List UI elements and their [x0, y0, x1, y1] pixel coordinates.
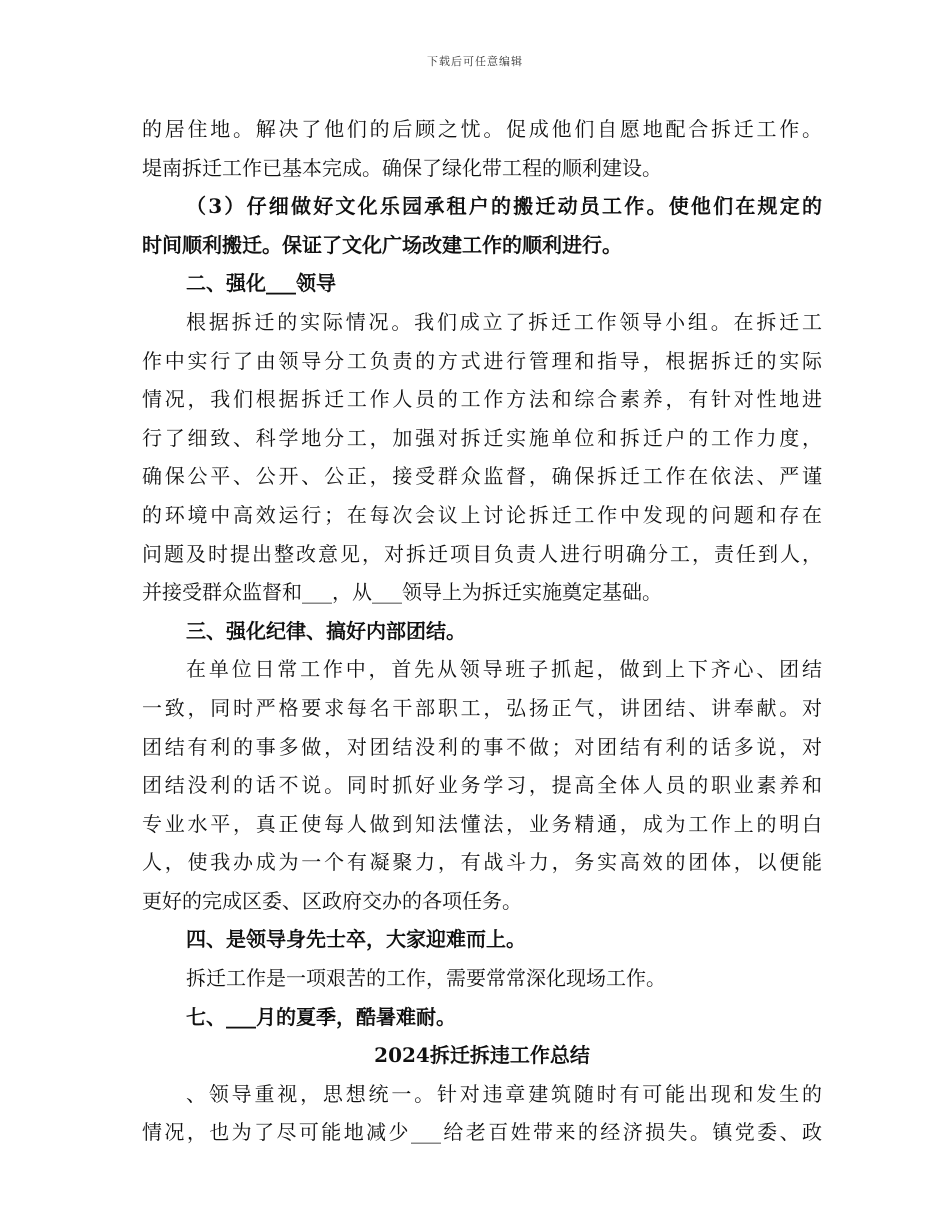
paragraph-line: 情况，我们根据拆迁工作人员的工作方法和综合素养，有针对性地进: [142, 387, 822, 412]
paragraph-line: 情况，也为了尽可能地减少___给老百姓带来的经济损失。镇党委、政: [142, 1120, 822, 1145]
paragraph-line: 人，使我办成为一个有凝聚力，有战斗力，务实高效的团体，以便能: [142, 850, 822, 875]
paragraph-line: 更好的完成区委、区政府交办的各项任务。: [142, 888, 522, 913]
paragraph-line: 根据拆迁的实际情况。我们成立了拆迁工作领导小组。在拆迁工: [186, 309, 822, 334]
paragraph-line: 堤南拆迁工作已基本完成。确保了绿化带工程的顺利建设。: [142, 155, 662, 180]
heading-line: 三、强化纪律、搞好内部团结。: [186, 618, 466, 643]
paragraph-line: 并接受群众监督和___，从___领导上为拆迁实施奠定基础。: [142, 580, 662, 605]
heading-line: 四、是领导身先士卒，大家迎难而上。: [186, 927, 526, 952]
page-header: 下载后可任意编辑: [427, 55, 523, 68]
paragraph-line: 在单位日常工作中，首先从领导班子抓起，做到上下齐心、团结: [186, 657, 822, 682]
paragraph-line: 的居住地。解决了他们的后顾之忧。促成他们自愿地配合拆迁工作。: [142, 117, 822, 141]
paragraph-line: 、领导重视，思想统一。针对违章建筑随时有可能出现和发生的: [186, 1081, 822, 1106]
paragraph-line: 的环境中高效运行；在每次会议上讨论拆迁工作中发现的问题和存在: [142, 502, 822, 527]
paragraph-line: 一致，同时严格要求每名干部职工，弘扬正气，讲团结、讲奉献。对: [142, 695, 822, 720]
heading-line: 时间顺利搬迁。保证了文化广场改建工作的顺利进行。: [142, 232, 622, 257]
document-body: [142, 110, 822, 1152]
paragraph-line: 团结没利的话不说。同时抓好业务学习，提高全体人员的职业素养和: [142, 773, 822, 798]
section-title: 2024拆迁拆违工作总结: [374, 1043, 590, 1068]
paragraph-line: 问题及时提出整改意见，对拆迁项目负责人进行明确分工，责任到人，: [142, 541, 822, 566]
paragraph-line: 作中实行了由领导分工负责的方式进行管理和指导，根据拆迁的实际: [142, 348, 822, 373]
heading-line: （3）仔细做好文化乐园承租户的搬迁动员工作。使他们在规定的: [186, 194, 822, 219]
heading-line: 七、___月的夏季，酷暑难耐。: [186, 1004, 456, 1029]
paragraph-line: 行了细致、科学地分工，加强对拆迁实施单位和拆迁户的工作力度，: [142, 425, 822, 450]
paragraph-line: 拆迁工作是一项艰苦的工作，需要常常深化现场工作。: [186, 966, 666, 991]
heading-line: 二、强化___领导: [186, 271, 336, 296]
paragraph-line: 专业水平，真正使每人做到知法懂法，业务精通，成为工作上的明白: [142, 811, 822, 836]
paragraph-line: 团结有利的事多做，对团结没利的事不做；对团结有利的话多说，对: [142, 734, 822, 759]
paragraph-line: 确保公平、公开、公正，接受群众监督，确保拆迁工作在依法、严谨: [142, 464, 822, 489]
